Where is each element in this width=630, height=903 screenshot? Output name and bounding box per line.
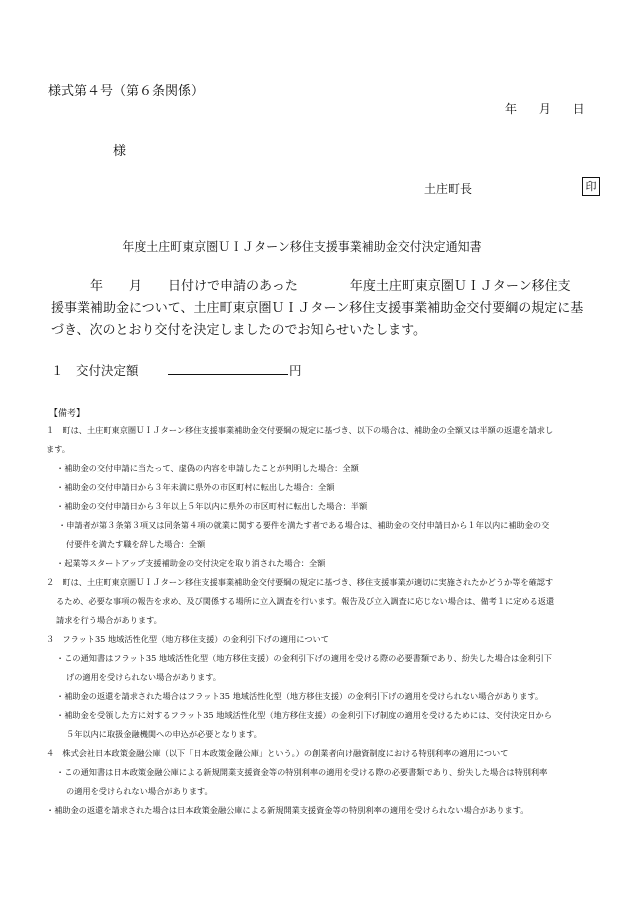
remarks-line: ・申請者が第３条第３項又は同条第４項の就業に関する要件を満たす者である場合は、補助金の交付申請日から１年以内に補助金の交 [58,520,550,530]
grant-amount-blank [168,374,288,375]
grant-amount-unit: 円 [289,363,302,378]
remarks-line: １ 町は、土庄町東京圏ＵＩＪターン移住支援事業補助金交付要綱の規定に基づき、以下の場合は、補助金の全額又は半額の返還を請求し [46,425,554,435]
remarks-line: ・補助金を受領した方に対するフラット35 地域活性化型（地方移住支援）の金利引下げ制度の適用を受けるためには、交付決定日から [56,710,552,720]
remarks-line: の適用を受けられない場合があります。 [66,786,213,796]
remarks-line: ・補助金の返還を請求された場合は日本政策金融公庫による新規開業支援資金等の特別利率の適用を受けられない場合があります。 [46,805,529,815]
body-line: 年 月 日付けで申請のあった 年度土庄町東京圏ＵＩＪターン移住支 [51,279,571,294]
form-number: 様式第４号（第６条関係） [48,84,205,99]
body-line: 援事業補助金について、土庄町東京圏ＵＩＪターン移住支援事業補助金交付要綱の規定に基 [51,301,584,316]
remarks-line: ・この通知書は日本政策金融公庫による新規開業支援資金等の特別利率の適用を受ける際の必要書類であり、紛失した場合は特別利率 [56,767,548,777]
remarks-line: ・補助金の交付申請日から３年以上５年以内に県外の市区町村に転出した場合：半額 [56,501,368,511]
remarks-line: ・この通知書はフラット35 地域活性化型（地方移住支援）の金利引下げの適用を受ける際の必要書類であり、紛失した場合は金利引下 [56,653,552,663]
seal-box: 印 [582,177,600,196]
remarks-line: ５年以内に取扱金融機関への申込が必要となります。 [66,729,262,739]
body-line: づき、次のとおり交付を決定しましたのでお知らせいたします。 [51,323,427,338]
remarks-line: ３ フラット35 地域活性化型（地方移住支援）の金利引下げの適用について [46,634,329,644]
remarks-line: 請求を行う場合があります。 [56,615,162,625]
remarks-line: ・起業等スタートアップ支援補助金の交付決定を取り消された場合：全額 [56,558,326,568]
document-title: 年度土庄町東京圏ＵＩＪターン移住支援事業補助金交付決定通知書 [122,239,482,254]
remarks-line: ・補助金の交付申請に当たって、虚偽の内容を申請したことが判明した場合：全額 [56,463,359,473]
issue-date: 年 月 日 [505,102,585,116]
remarks-line: ２ 町は、土庄町東京圏ＵＩＪターン移住支援事業補助金交付要綱の規定に基づき、移住支援事業が適切に実施されたかどうか等を確認す [46,577,554,587]
remarks-line: ます。 [46,444,70,454]
remarks-line: ４ 株式会社日本政策金融公庫（以下「日本政策金融公庫」という。）の創業者向け融資制度における特別利率の適用について [46,748,509,758]
issuer-name: 土庄町長 [424,182,473,196]
addressee-honorific: 様 [113,144,127,159]
grant-amount-label: １ 交付決定額 [51,363,139,378]
remarks-line: ・補助金の交付申請日から３年未満に県外の市区町村に転出した場合：全額 [56,482,335,492]
remarks-line: るため、必要な事項の報告を求め、及び関係する場所に立入調査を行います。報告及び立入調査に応じない場合は、備考１に定める返還 [56,596,555,606]
remarks-line: げの適用を受けられない場合があります。 [66,672,221,682]
remarks-line: 付要件を満たす職を辞した場合：全額 [66,539,206,549]
remarks-line: ・補助金の返還を請求された場合はフラット35 地域活性化型（地方移住支援）の金利引下げの適用を受けられない場合があります。 [56,691,544,701]
remarks-heading: 【備考】 [49,409,86,419]
